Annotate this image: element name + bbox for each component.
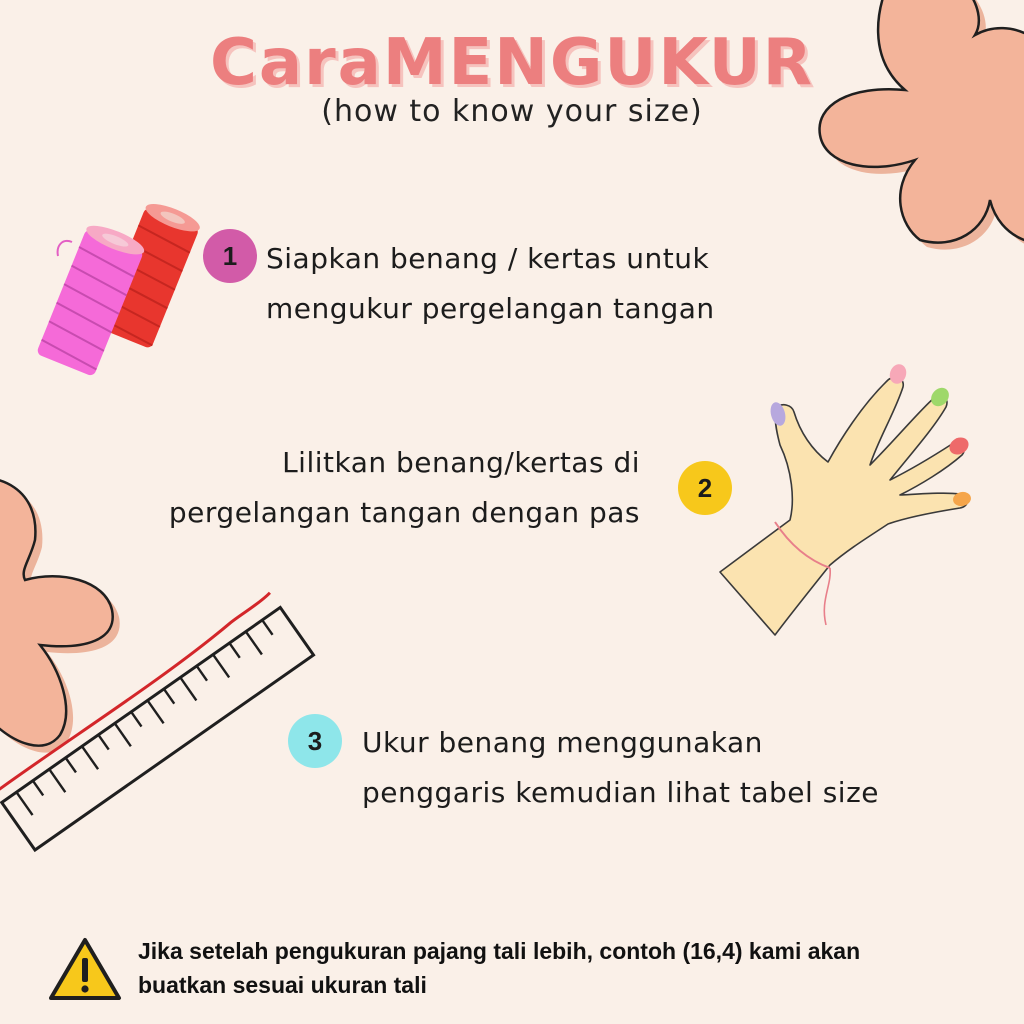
warning-text — [138, 934, 998, 1002]
step-2-line-1: Lilitkan benang/kertas di — [282, 446, 640, 479]
step-3-line-1: Ukur benang menggunakan — [362, 726, 763, 759]
page-subtitle: (how to know your size) — [321, 94, 703, 129]
step-1-line-2: mengukur pergelangan tangan — [266, 292, 715, 325]
step-3-line-2: penggaris kemudian lihat tabel size — [362, 776, 880, 809]
step-3-badge: 3 — [288, 714, 342, 768]
step-3-text — [362, 718, 879, 818]
step-2-badge: 2 — [678, 461, 732, 515]
page-title: CaraMENGUKUR — [209, 26, 815, 100]
step-2-line-2: pergelangan tangan dengan pas — [168, 496, 640, 529]
step-1-badge: 1 — [203, 229, 257, 283]
warning-line-2: buatkan sesuai ukuran tali — [138, 972, 427, 998]
warning-icon — [48, 936, 122, 1002]
step-1-line-1: Siapkan benang / kertas untuk — [266, 242, 710, 275]
warning-line-1: Jika setelah pengukuran pajang tali lebih, contoh (16,4) kami akan — [138, 938, 861, 964]
